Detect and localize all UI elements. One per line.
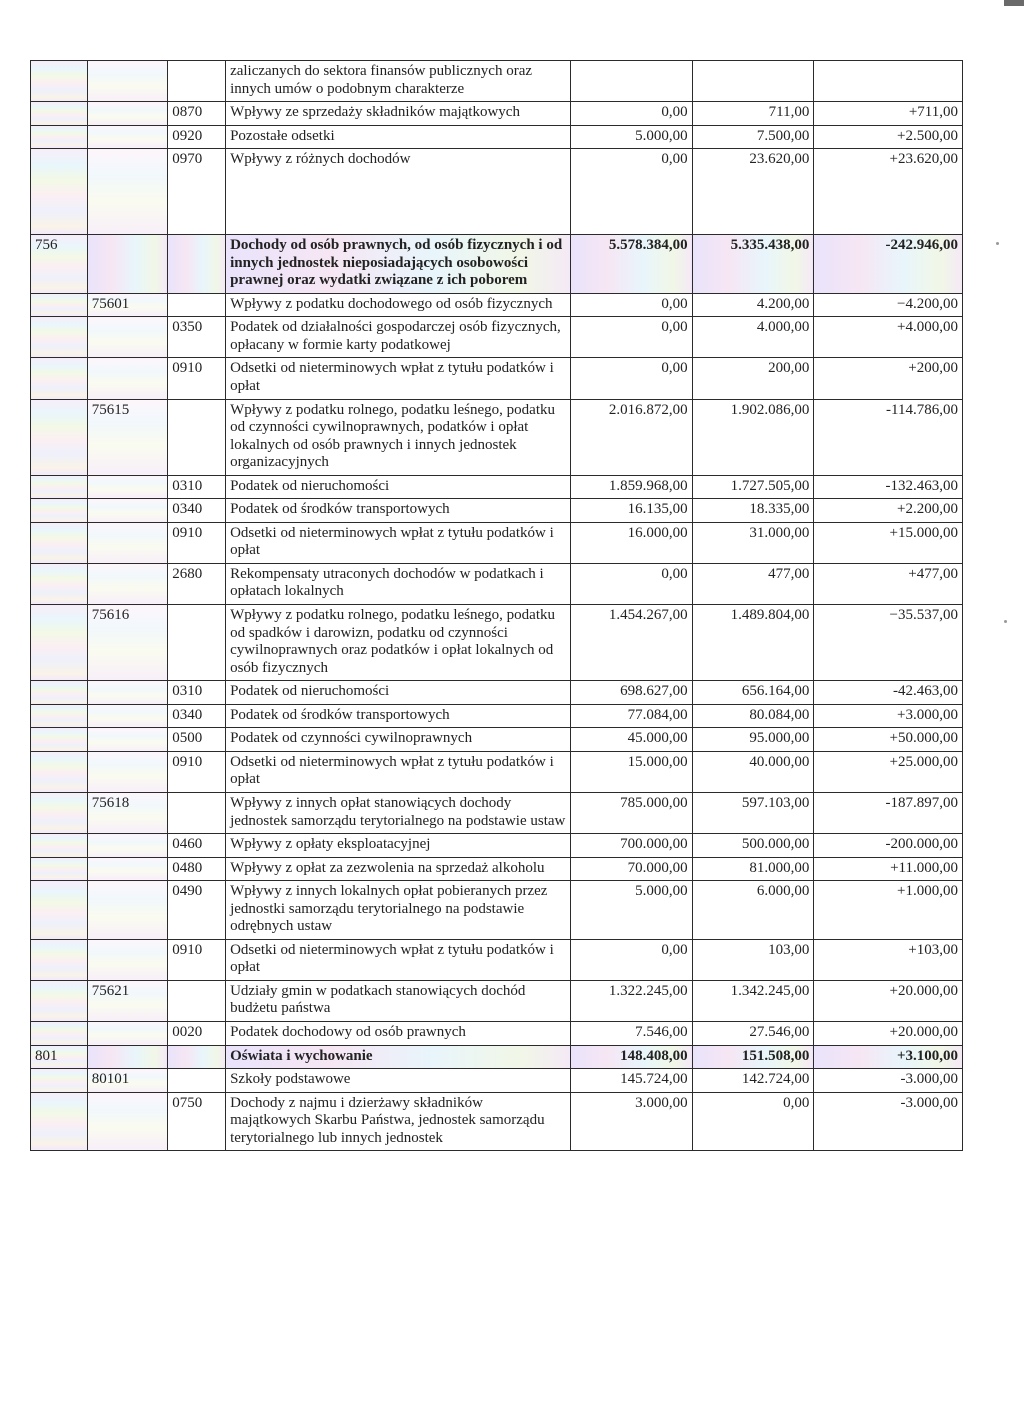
table-row <box>31 563 963 604</box>
paragraf-cell: 0310 <box>168 475 226 499</box>
description-cell: Podatek od czynności cywilnoprawnych <box>226 728 571 752</box>
plan-amount-cell: 1.322.245,00 <box>570 980 692 1021</box>
amended-amount-cell: 200,00 <box>692 358 814 399</box>
description-cell: Oświata i wychowanie <box>226 1045 571 1069</box>
change-amount-cell: +711,00 <box>814 102 963 126</box>
description-cell: Pozostałe odsetki <box>226 125 571 149</box>
plan-amount-cell: 148.408,00 <box>570 1045 692 1069</box>
description-cell: Wpływy z podatku dochodowego od osób fizycznych <box>226 293 571 317</box>
paragraf-cell: 0460 <box>168 834 226 858</box>
change-amount-cell: +2.200,00 <box>814 499 963 523</box>
description-cell: Wpływy z opłaty eksploatacyjnej <box>226 834 571 858</box>
dzial-cell <box>31 499 88 523</box>
rozdzial-cell <box>87 1021 168 1045</box>
change-amount-cell: −35.537,00 <box>814 605 963 681</box>
paragraf-cell <box>168 1069 226 1093</box>
paragraf-cell <box>168 605 226 681</box>
paragraf-cell: 0910 <box>168 751 226 792</box>
amended-amount-cell: 103,00 <box>692 939 814 980</box>
description-cell: Podatek od działalności gospodarczej osób fizycznych, opłacany w formie karty podatkowej <box>226 317 571 358</box>
change-amount-cell: +4.000,00 <box>814 317 963 358</box>
paragraf-cell <box>168 399 226 475</box>
dzial-cell <box>31 293 88 317</box>
chapter-row <box>31 399 963 475</box>
rozdzial-cell <box>87 704 168 728</box>
table-row <box>31 881 963 940</box>
dzial-cell <box>31 61 88 102</box>
dzial-cell: 801 <box>31 1045 88 1069</box>
table-row <box>31 1092 963 1151</box>
amended-amount-cell: 31.000,00 <box>692 522 814 563</box>
dzial-cell <box>31 1092 88 1151</box>
description-cell: Wpływy z podatku rolnego, podatku leśnego, podatku od czynności cywilnoprawnych, podatków i opłat lokalnych od osób prawnych i innych jednostek organizacyjnych <box>226 399 571 475</box>
change-amount-cell: -3.000,00 <box>814 1069 963 1093</box>
change-amount-cell: +25.000,00 <box>814 751 963 792</box>
description-cell: Odsetki od nieterminowych wpłat z tytułu podatków i opłat <box>226 522 571 563</box>
amended-amount-cell: 4.200,00 <box>692 293 814 317</box>
paragraf-cell: 0340 <box>168 499 226 523</box>
dzial-cell <box>31 317 88 358</box>
chapter-row <box>31 792 963 833</box>
description-cell: Wpływy ze sprzedaży składników majątkowych <box>226 102 571 126</box>
rozdzial-cell <box>87 522 168 563</box>
plan-amount-cell: 0,00 <box>570 358 692 399</box>
plan-amount-cell: 5.578.384,00 <box>570 235 692 294</box>
plan-amount-cell: 5.000,00 <box>570 881 692 940</box>
dzial-cell <box>31 102 88 126</box>
change-amount-cell: -42.463,00 <box>814 681 963 705</box>
rozdzial-cell <box>87 834 168 858</box>
chapter-row <box>31 293 963 317</box>
amended-amount-cell: 5.335.438,00 <box>692 235 814 294</box>
dzial-cell <box>31 792 88 833</box>
plan-amount-cell: 77.084,00 <box>570 704 692 728</box>
amended-amount-cell: 0,00 <box>692 1092 814 1151</box>
table-row <box>31 1021 963 1045</box>
chapter-row <box>31 1069 963 1093</box>
description-cell: Wpływy z różnych dochodów <box>226 149 571 235</box>
plan-amount-cell: 16.000,00 <box>570 522 692 563</box>
table-row <box>31 522 963 563</box>
rozdzial-cell: 75601 <box>87 293 168 317</box>
amended-amount-cell: 18.335,00 <box>692 499 814 523</box>
description-cell: Odsetki od nieterminowych wpłat z tytułu podatków i opłat <box>226 751 571 792</box>
amended-amount-cell: 23.620,00 <box>692 149 814 235</box>
chapter-row <box>31 605 963 681</box>
amended-amount-cell: 6.000,00 <box>692 881 814 940</box>
rozdzial-cell <box>87 881 168 940</box>
change-amount-cell: +20.000,00 <box>814 980 963 1021</box>
table-row <box>31 358 963 399</box>
change-amount-cell: +2.500,00 <box>814 125 963 149</box>
amended-amount-cell: 7.500,00 <box>692 125 814 149</box>
change-amount-cell: +50.000,00 <box>814 728 963 752</box>
plan-amount-cell: 0,00 <box>570 293 692 317</box>
plan-amount-cell: 1.454.267,00 <box>570 605 692 681</box>
plan-amount-cell: 2.016.872,00 <box>570 399 692 475</box>
budget-page <box>30 60 963 1151</box>
paragraf-cell: 0500 <box>168 728 226 752</box>
rozdzial-cell: 75615 <box>87 399 168 475</box>
paragraf-cell: 0910 <box>168 358 226 399</box>
plan-amount-cell: 1.859.968,00 <box>570 475 692 499</box>
dzial-cell <box>31 881 88 940</box>
dzial-cell <box>31 1021 88 1045</box>
description-cell: Rekompensaty utraconych dochodów w podatkach i opłatach lokalnych <box>226 563 571 604</box>
rozdzial-cell: 80101 <box>87 1069 168 1093</box>
paragraf-cell: 0910 <box>168 939 226 980</box>
amended-amount-cell: 1.342.245,00 <box>692 980 814 1021</box>
table-row <box>31 317 963 358</box>
change-amount-cell: -3.000,00 <box>814 1092 963 1151</box>
rozdzial-cell <box>87 499 168 523</box>
change-amount-cell: +23.620,00 <box>814 149 963 235</box>
amended-amount-cell: 711,00 <box>692 102 814 126</box>
table-row <box>31 102 963 126</box>
plan-amount-cell: 70.000,00 <box>570 857 692 881</box>
dzial-cell <box>31 980 88 1021</box>
paragraf-cell: 0020 <box>168 1021 226 1045</box>
section-row <box>31 235 963 294</box>
table-row <box>31 939 963 980</box>
change-amount-cell: -187.897,00 <box>814 792 963 833</box>
scan-speck <box>1004 620 1007 623</box>
paragraf-cell <box>168 235 226 294</box>
description-cell: Podatek od nieruchomości <box>226 681 571 705</box>
amended-amount-cell: 142.724,00 <box>692 1069 814 1093</box>
rozdzial-cell <box>87 317 168 358</box>
plan-amount-cell: 3.000,00 <box>570 1092 692 1151</box>
description-cell: Wpływy z podatku rolnego, podatku leśnego, podatku od spadków i darowizn, podatku od czynności cywilnoprawnych oraz podatków i opłat lokalnych od osób fizycznych <box>226 605 571 681</box>
amended-amount-cell: 597.103,00 <box>692 792 814 833</box>
change-amount-cell: -114.786,00 <box>814 399 963 475</box>
paragraf-cell: 0340 <box>168 704 226 728</box>
amended-amount-cell: 27.546,00 <box>692 1021 814 1045</box>
rozdzial-cell <box>87 1092 168 1151</box>
dzial-cell <box>31 605 88 681</box>
description-cell: zaliczanych do sektora finansów publicznych oraz innych umów o podobnym charakterze <box>226 61 571 102</box>
rozdzial-cell: 75616 <box>87 605 168 681</box>
amended-amount-cell <box>692 61 814 102</box>
rozdzial-cell <box>87 1045 168 1069</box>
paragraf-cell <box>168 293 226 317</box>
chapter-row <box>31 980 963 1021</box>
plan-amount-cell: 0,00 <box>570 149 692 235</box>
change-amount-cell: +200,00 <box>814 358 963 399</box>
description-cell: Podatek dochodowy od osób prawnych <box>226 1021 571 1045</box>
description-cell: Udziały gmin w podatkach stanowiących dochód budżetu państwa <box>226 980 571 1021</box>
dzial-cell <box>31 857 88 881</box>
amended-amount-cell: 40.000,00 <box>692 751 814 792</box>
plan-amount-cell: 45.000,00 <box>570 728 692 752</box>
section-row <box>31 1045 963 1069</box>
rozdzial-cell <box>87 125 168 149</box>
rozdzial-cell <box>87 939 168 980</box>
table-row <box>31 681 963 705</box>
plan-amount-cell: 16.135,00 <box>570 499 692 523</box>
budget-table-body <box>31 61 963 1151</box>
plan-amount-cell: 0,00 <box>570 102 692 126</box>
description-cell: Odsetki od nieterminowych wpłat z tytułu podatków i opłat <box>226 939 571 980</box>
change-amount-cell: +15.000,00 <box>814 522 963 563</box>
paragraf-cell: 0910 <box>168 522 226 563</box>
amended-amount-cell: 1.902.086,00 <box>692 399 814 475</box>
rozdzial-cell <box>87 475 168 499</box>
dzial-cell <box>31 522 88 563</box>
dzial-cell <box>31 834 88 858</box>
paragraf-cell <box>168 1045 226 1069</box>
paragraf-cell <box>168 61 226 102</box>
amended-amount-cell: 1.489.804,00 <box>692 605 814 681</box>
table-row <box>31 149 963 235</box>
scan-edge-mark <box>1004 0 1024 6</box>
paragraf-cell <box>168 792 226 833</box>
dzial-cell <box>31 681 88 705</box>
table-row <box>31 125 963 149</box>
plan-amount-cell <box>570 61 692 102</box>
paragraf-cell: 0480 <box>168 857 226 881</box>
paragraf-cell: 0350 <box>168 317 226 358</box>
plan-amount-cell: 0,00 <box>570 317 692 358</box>
amended-amount-cell: 656.164,00 <box>692 681 814 705</box>
plan-amount-cell: 700.000,00 <box>570 834 692 858</box>
paragraf-cell <box>168 980 226 1021</box>
description-cell: Podatek od nieruchomości <box>226 475 571 499</box>
paragraf-cell: 0920 <box>168 125 226 149</box>
scan-speck <box>996 242 999 245</box>
table-row <box>31 61 963 102</box>
paragraf-cell: 0490 <box>168 881 226 940</box>
paragraf-cell: 0750 <box>168 1092 226 1151</box>
dzial-cell <box>31 563 88 604</box>
dzial-cell: 756 <box>31 235 88 294</box>
plan-amount-cell: 5.000,00 <box>570 125 692 149</box>
rozdzial-cell <box>87 857 168 881</box>
paragraf-cell: 0310 <box>168 681 226 705</box>
dzial-cell <box>31 728 88 752</box>
description-cell: Wpływy z innych opłat stanowiących dochody jednostek samorządu terytorialnego na podstawie ustaw <box>226 792 571 833</box>
budget-table <box>30 60 963 1151</box>
table-row <box>31 475 963 499</box>
paragraf-cell: 0970 <box>168 149 226 235</box>
rozdzial-cell: 75621 <box>87 980 168 1021</box>
plan-amount-cell: 145.724,00 <box>570 1069 692 1093</box>
dzial-cell <box>31 399 88 475</box>
paragraf-cell: 2680 <box>168 563 226 604</box>
amended-amount-cell: 81.000,00 <box>692 857 814 881</box>
change-amount-cell <box>814 61 963 102</box>
dzial-cell <box>31 1069 88 1093</box>
plan-amount-cell: 0,00 <box>570 563 692 604</box>
description-cell: Podatek od środków transportowych <box>226 704 571 728</box>
table-row <box>31 857 963 881</box>
dzial-cell <box>31 939 88 980</box>
amended-amount-cell: 500.000,00 <box>692 834 814 858</box>
dzial-cell <box>31 751 88 792</box>
rozdzial-cell <box>87 102 168 126</box>
amended-amount-cell: 151.508,00 <box>692 1045 814 1069</box>
rozdzial-cell <box>87 149 168 235</box>
change-amount-cell: +477,00 <box>814 563 963 604</box>
description-cell: Dochody z najmu i dzierżawy składników majątkowych Skarbu Państwa, jednostek samorządu terytorialnego lub innych jednostek <box>226 1092 571 1151</box>
rozdzial-cell: 75618 <box>87 792 168 833</box>
rozdzial-cell <box>87 563 168 604</box>
table-row <box>31 834 963 858</box>
description-cell: Dochody od osób prawnych, od osób fizycznych i od innych jednostek nieposiadających osobowości prawnej oraz wydatki związane z ich poborem <box>226 235 571 294</box>
amended-amount-cell: 80.084,00 <box>692 704 814 728</box>
table-row <box>31 499 963 523</box>
plan-amount-cell: 0,00 <box>570 939 692 980</box>
description-cell: Wpływy z innych lokalnych opłat pobieranych przez jednostki samorządu terytorialnego na podstawie odrębnych ustaw <box>226 881 571 940</box>
rozdzial-cell <box>87 61 168 102</box>
change-amount-cell: -242.946,00 <box>814 235 963 294</box>
table-row <box>31 728 963 752</box>
rozdzial-cell <box>87 681 168 705</box>
change-amount-cell: +103,00 <box>814 939 963 980</box>
plan-amount-cell: 7.546,00 <box>570 1021 692 1045</box>
amended-amount-cell: 4.000,00 <box>692 317 814 358</box>
rozdzial-cell <box>87 235 168 294</box>
change-amount-cell: −4.200,00 <box>814 293 963 317</box>
rozdzial-cell <box>87 751 168 792</box>
table-row <box>31 704 963 728</box>
change-amount-cell: +3.000,00 <box>814 704 963 728</box>
description-cell: Szkoły podstawowe <box>226 1069 571 1093</box>
dzial-cell <box>31 475 88 499</box>
change-amount-cell: +1.000,00 <box>814 881 963 940</box>
plan-amount-cell: 698.627,00 <box>570 681 692 705</box>
amended-amount-cell: 1.727.505,00 <box>692 475 814 499</box>
change-amount-cell: -200.000,00 <box>814 834 963 858</box>
paragraf-cell: 0870 <box>168 102 226 126</box>
change-amount-cell: +3.100,00 <box>814 1045 963 1069</box>
dzial-cell <box>31 125 88 149</box>
rozdzial-cell <box>87 358 168 399</box>
dzial-cell <box>31 358 88 399</box>
rozdzial-cell <box>87 728 168 752</box>
description-cell: Podatek od środków transportowych <box>226 499 571 523</box>
description-cell: Wpływy z opłat za zezwolenia na sprzedaż alkoholu <box>226 857 571 881</box>
dzial-cell <box>31 704 88 728</box>
description-cell: Odsetki od nieterminowych wpłat z tytułu podatków i opłat <box>226 358 571 399</box>
amended-amount-cell: 95.000,00 <box>692 728 814 752</box>
amended-amount-cell: 477,00 <box>692 563 814 604</box>
change-amount-cell: -132.463,00 <box>814 475 963 499</box>
change-amount-cell: +20.000,00 <box>814 1021 963 1045</box>
dzial-cell <box>31 149 88 235</box>
plan-amount-cell: 785.000,00 <box>570 792 692 833</box>
plan-amount-cell: 15.000,00 <box>570 751 692 792</box>
table-row <box>31 751 963 792</box>
change-amount-cell: +11.000,00 <box>814 857 963 881</box>
